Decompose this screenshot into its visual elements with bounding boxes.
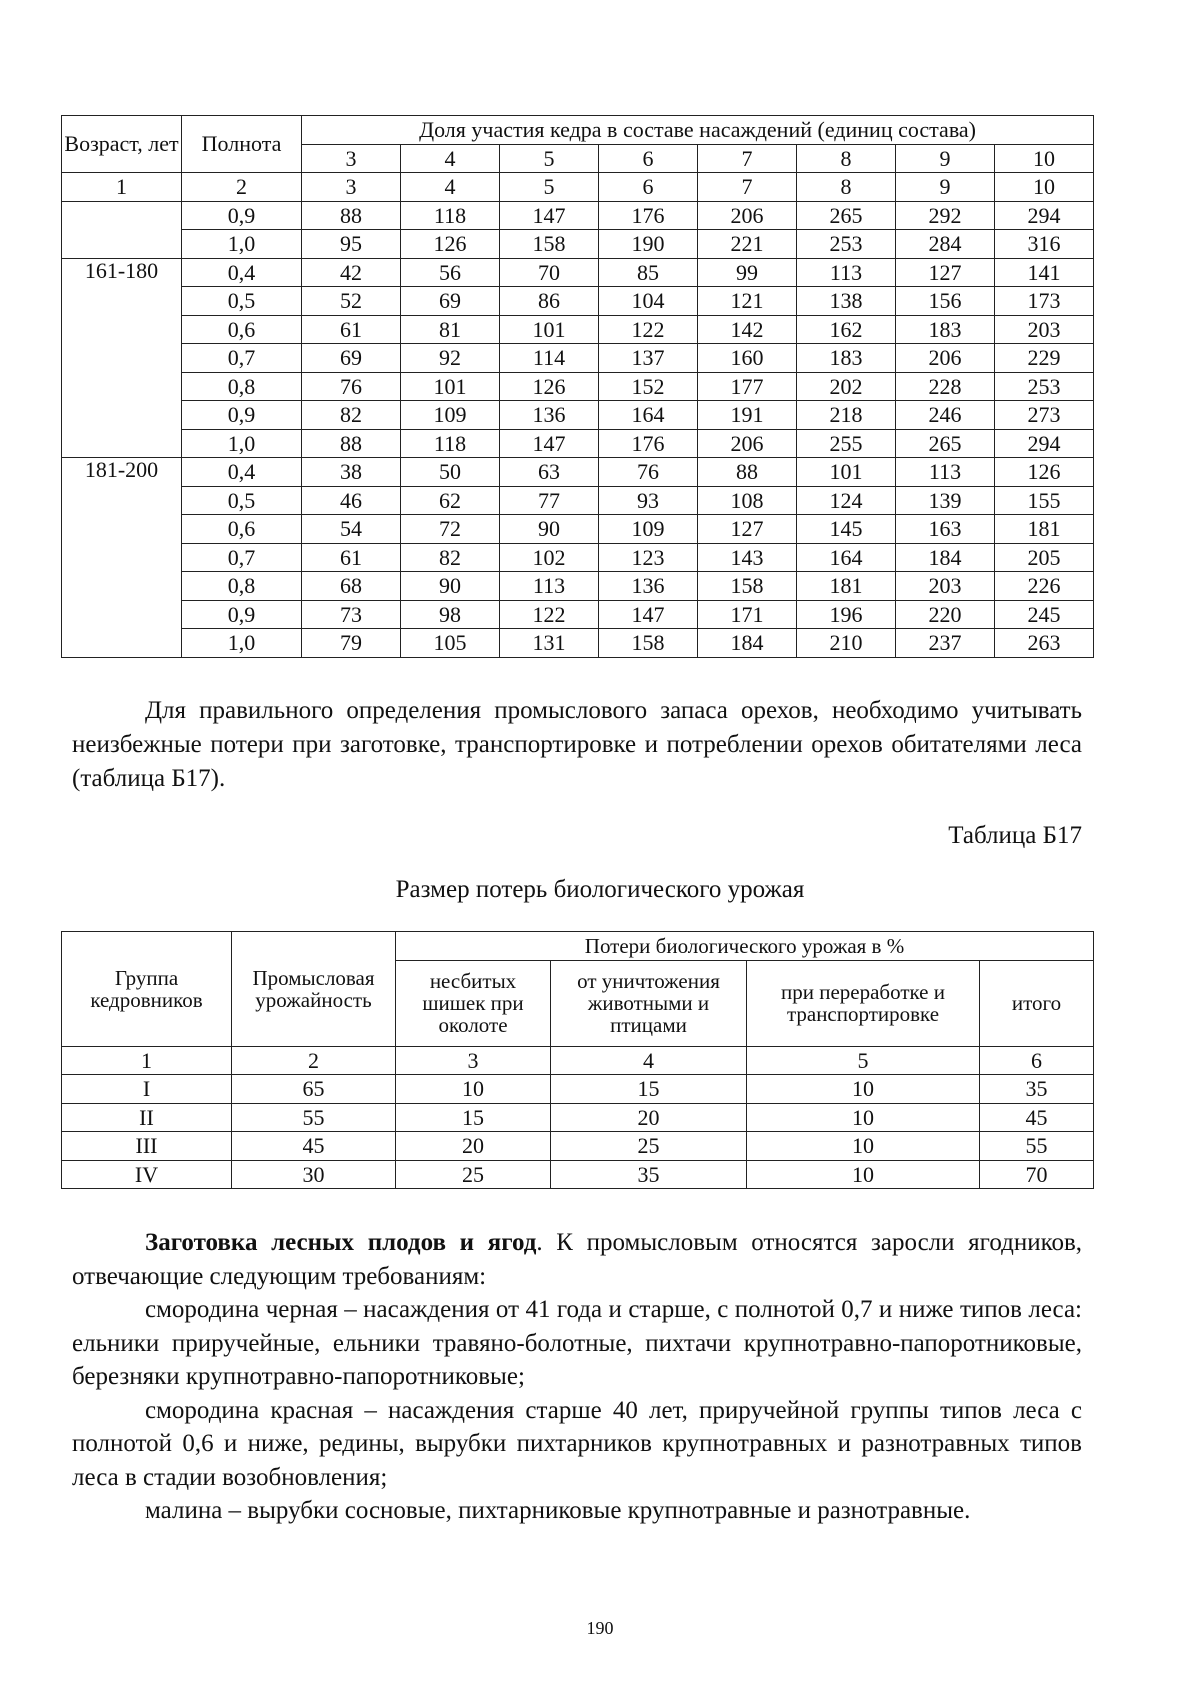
loss-value-cell: II bbox=[62, 1103, 232, 1132]
stock-value-cell: 136 bbox=[500, 401, 599, 430]
loss-value-cell: I bbox=[62, 1075, 232, 1104]
stock-value-cell: 56 bbox=[401, 258, 500, 287]
stock-value-cell: 124 bbox=[797, 486, 896, 515]
loss-column-total: итого bbox=[980, 960, 1094, 1046]
stock-value-cell: 104 bbox=[599, 287, 698, 316]
berries-section bbox=[72, 1226, 1082, 1528]
column-number-cell: 3 bbox=[396, 1046, 551, 1075]
stock-value-cell: 202 bbox=[797, 372, 896, 401]
loss-value-cell: 35 bbox=[980, 1075, 1094, 1104]
density-cell: 0,6 bbox=[182, 315, 302, 344]
share-column-header: 3 bbox=[302, 144, 401, 173]
stock-value-cell: 131 bbox=[500, 629, 599, 658]
stock-value-cell: 273 bbox=[995, 401, 1094, 430]
column-number-cell: 10 bbox=[995, 173, 1094, 202]
loss-value-cell: III bbox=[62, 1132, 232, 1161]
stock-value-cell: 203 bbox=[995, 315, 1094, 344]
table-row bbox=[62, 429, 1094, 458]
density-cell: 0,6 bbox=[182, 515, 302, 544]
stock-value-cell: 228 bbox=[896, 372, 995, 401]
stock-value-cell: 221 bbox=[698, 230, 797, 259]
stock-value-cell: 163 bbox=[896, 515, 995, 544]
share-column-header: 6 bbox=[599, 144, 698, 173]
stock-value-cell: 105 bbox=[401, 629, 500, 658]
table-row bbox=[62, 1132, 1094, 1161]
stock-value-cell: 38 bbox=[302, 458, 401, 487]
table-row bbox=[62, 486, 1094, 515]
stock-table-body bbox=[62, 116, 1094, 658]
loss-value-cell: 15 bbox=[396, 1103, 551, 1132]
density-cell: 0,9 bbox=[182, 201, 302, 230]
stock-value-cell: 147 bbox=[500, 201, 599, 230]
stock-value-cell: 118 bbox=[401, 201, 500, 230]
column-number-cell: 6 bbox=[599, 173, 698, 202]
stock-value-cell: 88 bbox=[302, 429, 401, 458]
stock-value-cell: 98 bbox=[401, 600, 500, 629]
share-column-header: 9 bbox=[896, 144, 995, 173]
column-number-cell: 6 bbox=[980, 1046, 1094, 1075]
stock-value-cell: 126 bbox=[995, 458, 1094, 487]
table-row bbox=[62, 1160, 1094, 1189]
losses-header: Потери биологического урожая в % bbox=[396, 932, 1094, 961]
stock-value-cell: 173 bbox=[995, 287, 1094, 316]
loss-value-cell: 10 bbox=[396, 1075, 551, 1104]
stock-value-cell: 171 bbox=[698, 600, 797, 629]
loss-value-cell: 45 bbox=[232, 1132, 396, 1161]
density-cell: 1,0 bbox=[182, 230, 302, 259]
stock-value-cell: 226 bbox=[995, 572, 1094, 601]
column-number-cell: 4 bbox=[551, 1046, 747, 1075]
stock-value-cell: 122 bbox=[599, 315, 698, 344]
density-cell: 1,0 bbox=[182, 629, 302, 658]
losses-table-body bbox=[62, 932, 1094, 1189]
stock-value-cell: 61 bbox=[302, 315, 401, 344]
stock-value-cell: 155 bbox=[995, 486, 1094, 515]
stock-value-cell: 76 bbox=[302, 372, 401, 401]
loss-value-cell: 10 bbox=[747, 1132, 980, 1161]
stock-value-cell: 176 bbox=[599, 201, 698, 230]
density-cell: 0,4 bbox=[182, 258, 302, 287]
stock-value-cell: 237 bbox=[896, 629, 995, 658]
stock-value-cell: 210 bbox=[797, 629, 896, 658]
stock-value-cell: 82 bbox=[302, 401, 401, 430]
loss-value-cell: 25 bbox=[551, 1132, 747, 1161]
stock-value-cell: 127 bbox=[896, 258, 995, 287]
stock-value-cell: 69 bbox=[302, 344, 401, 373]
stock-value-cell: 184 bbox=[698, 629, 797, 658]
stock-value-cell: 72 bbox=[401, 515, 500, 544]
table-row bbox=[62, 258, 1094, 287]
stock-value-cell: 206 bbox=[698, 201, 797, 230]
table-row bbox=[62, 458, 1094, 487]
share-column-header: 5 bbox=[500, 144, 599, 173]
column-number-cell: 2 bbox=[232, 1046, 396, 1075]
age-group-cell: 161-180 bbox=[62, 258, 182, 458]
stock-value-cell: 138 bbox=[797, 287, 896, 316]
column-number-cell: 1 bbox=[62, 1046, 232, 1075]
stock-value-cell: 99 bbox=[698, 258, 797, 287]
stock-value-cell: 263 bbox=[995, 629, 1094, 658]
stock-value-cell: 82 bbox=[401, 543, 500, 572]
column-number-cell: 4 bbox=[401, 173, 500, 202]
table-row bbox=[62, 600, 1094, 629]
requirement-raspberry: малина – вырубки сосновые, пихтарниковые крупнотравные и разнотравные. bbox=[145, 1497, 971, 1524]
table-row bbox=[62, 201, 1094, 230]
density-cell: 1,0 bbox=[182, 429, 302, 458]
loss-value-cell: 15 bbox=[551, 1075, 747, 1104]
table-title: Размер потерь биологического урожая bbox=[395, 876, 805, 903]
stock-value-cell: 85 bbox=[599, 258, 698, 287]
section-intro: . К промысловым относятся заросли ягодников, отвечающие следующим требованиям: bbox=[72, 1229, 1083, 1290]
stock-value-cell: 77 bbox=[500, 486, 599, 515]
loss-value-cell: 10 bbox=[747, 1160, 980, 1189]
stock-value-cell: 156 bbox=[896, 287, 995, 316]
stock-value-cell: 46 bbox=[302, 486, 401, 515]
stock-value-cell: 88 bbox=[302, 201, 401, 230]
stock-value-cell: 54 bbox=[302, 515, 401, 544]
loss-value-cell: 55 bbox=[980, 1132, 1094, 1161]
table-row bbox=[62, 629, 1094, 658]
column-number-cell: 7 bbox=[698, 173, 797, 202]
page-number: 190 bbox=[586, 1618, 614, 1638]
table-row bbox=[62, 401, 1094, 430]
loss-column-uncollected: несбитых шишек при околоте bbox=[396, 960, 551, 1046]
age-column-header: Возраст, лет bbox=[62, 116, 182, 173]
density-cell: 0,5 bbox=[182, 486, 302, 515]
stock-value-cell: 158 bbox=[500, 230, 599, 259]
density-column-header: Полнота bbox=[182, 116, 302, 173]
density-cell: 0,7 bbox=[182, 344, 302, 373]
age-group-cell: 181-200 bbox=[62, 458, 182, 658]
stock-value-cell: 191 bbox=[698, 401, 797, 430]
loss-value-cell: 20 bbox=[551, 1103, 747, 1132]
table-row bbox=[62, 287, 1094, 316]
share-column-header: 4 bbox=[401, 144, 500, 173]
loss-value-cell: 25 bbox=[396, 1160, 551, 1189]
stock-value-cell: 86 bbox=[500, 287, 599, 316]
losses-table-header-row bbox=[62, 932, 1094, 961]
section-heading: Заготовка лесных плодов и ягод bbox=[145, 1229, 537, 1256]
density-cell: 0,5 bbox=[182, 287, 302, 316]
stock-value-cell: 143 bbox=[698, 543, 797, 572]
cedar-share-header: Доля участия кедра в составе насаждений (единиц состава) bbox=[302, 116, 1094, 145]
stock-value-cell: 61 bbox=[302, 543, 401, 572]
stock-value-cell: 145 bbox=[797, 515, 896, 544]
table-row bbox=[62, 515, 1094, 544]
stock-value-cell: 183 bbox=[896, 315, 995, 344]
stock-value-cell: 101 bbox=[797, 458, 896, 487]
stock-value-cell: 109 bbox=[401, 401, 500, 430]
stock-value-cell: 113 bbox=[797, 258, 896, 287]
losses-intro-paragraph: Для правильного определения промыслового запаса орехов, необходимо учитывать неизбежные потери при заготовке, транспортировке и потреблении орехов обитателями леса (таблица Б17). bbox=[72, 697, 1082, 792]
stock-value-cell: 81 bbox=[401, 315, 500, 344]
stock-value-cell: 253 bbox=[995, 372, 1094, 401]
table-row bbox=[62, 572, 1094, 601]
stock-value-cell: 142 bbox=[698, 315, 797, 344]
stock-value-cell: 69 bbox=[401, 287, 500, 316]
stock-value-cell: 70 bbox=[500, 258, 599, 287]
stock-value-cell: 141 bbox=[995, 258, 1094, 287]
stock-table-header-row bbox=[62, 116, 1094, 145]
loss-value-cell: 70 bbox=[980, 1160, 1094, 1189]
stock-value-cell: 253 bbox=[797, 230, 896, 259]
stock-value-cell: 181 bbox=[797, 572, 896, 601]
berries-intro bbox=[72, 1226, 1082, 1293]
share-column-header: 10 bbox=[995, 144, 1094, 173]
stock-value-cell: 196 bbox=[797, 600, 896, 629]
table-row bbox=[62, 230, 1094, 259]
loss-value-cell: 30 bbox=[232, 1160, 396, 1189]
stock-value-cell: 126 bbox=[401, 230, 500, 259]
stock-value-cell: 123 bbox=[599, 543, 698, 572]
stock-value-cell: 90 bbox=[401, 572, 500, 601]
stock-table bbox=[61, 115, 1094, 658]
stock-value-cell: 127 bbox=[698, 515, 797, 544]
loss-value-cell: 10 bbox=[747, 1103, 980, 1132]
stock-value-cell: 229 bbox=[995, 344, 1094, 373]
stock-value-cell: 147 bbox=[500, 429, 599, 458]
stock-value-cell: 294 bbox=[995, 429, 1094, 458]
stock-value-cell: 62 bbox=[401, 486, 500, 515]
column-number-cell: 5 bbox=[747, 1046, 980, 1075]
column-number-cell: 9 bbox=[896, 173, 995, 202]
stock-value-cell: 147 bbox=[599, 600, 698, 629]
stock-value-cell: 246 bbox=[896, 401, 995, 430]
stock-value-cell: 160 bbox=[698, 344, 797, 373]
stock-value-cell: 42 bbox=[302, 258, 401, 287]
density-cell: 0,9 bbox=[182, 600, 302, 629]
stock-value-cell: 73 bbox=[302, 600, 401, 629]
stock-value-cell: 137 bbox=[599, 344, 698, 373]
column-number-cell: 8 bbox=[797, 173, 896, 202]
loss-column-animals: от уничтожения животными и птицами bbox=[551, 960, 747, 1046]
stock-value-cell: 76 bbox=[599, 458, 698, 487]
stock-value-cell: 206 bbox=[896, 344, 995, 373]
stock-value-cell: 158 bbox=[599, 629, 698, 658]
table-row bbox=[62, 1103, 1094, 1132]
stock-value-cell: 114 bbox=[500, 344, 599, 373]
stock-value-cell: 162 bbox=[797, 315, 896, 344]
density-cell: 0,7 bbox=[182, 543, 302, 572]
column-number-cell: 2 bbox=[182, 173, 302, 202]
stock-value-cell: 220 bbox=[896, 600, 995, 629]
stock-value-cell: 113 bbox=[896, 458, 995, 487]
stock-value-cell: 108 bbox=[698, 486, 797, 515]
stock-value-cell: 88 bbox=[698, 458, 797, 487]
column-number-cell: 3 bbox=[302, 173, 401, 202]
stock-value-cell: 109 bbox=[599, 515, 698, 544]
age-group-cell bbox=[62, 201, 182, 258]
stock-value-cell: 265 bbox=[896, 429, 995, 458]
loss-column-processing: при переработке и транспортировке bbox=[747, 960, 980, 1046]
stock-value-cell: 101 bbox=[500, 315, 599, 344]
stock-value-cell: 177 bbox=[698, 372, 797, 401]
stock-value-cell: 245 bbox=[995, 600, 1094, 629]
stock-value-cell: 139 bbox=[896, 486, 995, 515]
stock-value-cell: 183 bbox=[797, 344, 896, 373]
stock-value-cell: 206 bbox=[698, 429, 797, 458]
requirement-red-currant: смородина красная – насаждения старше 40 лет, приручейной группы типов леса с полнотой 0,6 и ниже, редины, вырубки пихтарников крупнотравных и разнотравных типов леса в стадии возобновления; bbox=[72, 1396, 1082, 1491]
table-row bbox=[62, 315, 1094, 344]
column-number-cell: 1 bbox=[62, 173, 182, 202]
stock-value-cell: 184 bbox=[896, 543, 995, 572]
stock-value-cell: 181 bbox=[995, 515, 1094, 544]
stock-value-cell: 203 bbox=[896, 572, 995, 601]
stock-value-cell: 79 bbox=[302, 629, 401, 658]
table-row bbox=[62, 372, 1094, 401]
stock-value-cell: 164 bbox=[599, 401, 698, 430]
stock-value-cell: 95 bbox=[302, 230, 401, 259]
loss-value-cell: 45 bbox=[980, 1103, 1094, 1132]
stock-value-cell: 265 bbox=[797, 201, 896, 230]
stock-value-cell: 92 bbox=[401, 344, 500, 373]
stock-value-cell: 121 bbox=[698, 287, 797, 316]
stock-value-cell: 255 bbox=[797, 429, 896, 458]
stock-value-cell: 90 bbox=[500, 515, 599, 544]
stock-value-cell: 190 bbox=[599, 230, 698, 259]
stock-value-cell: 176 bbox=[599, 429, 698, 458]
column-number-row bbox=[62, 1046, 1094, 1075]
loss-value-cell: 10 bbox=[747, 1075, 980, 1104]
loss-value-cell: 35 bbox=[551, 1160, 747, 1189]
density-cell: 0,8 bbox=[182, 372, 302, 401]
stock-value-cell: 101 bbox=[401, 372, 500, 401]
stock-value-cell: 218 bbox=[797, 401, 896, 430]
stock-value-cell: 63 bbox=[500, 458, 599, 487]
density-cell: 0,4 bbox=[182, 458, 302, 487]
loss-value-cell: 20 bbox=[396, 1132, 551, 1161]
stock-value-cell: 52 bbox=[302, 287, 401, 316]
stock-value-cell: 316 bbox=[995, 230, 1094, 259]
share-column-header: 7 bbox=[698, 144, 797, 173]
stock-value-cell: 294 bbox=[995, 201, 1094, 230]
stock-value-cell: 152 bbox=[599, 372, 698, 401]
stock-value-cell: 122 bbox=[500, 600, 599, 629]
stock-value-cell: 93 bbox=[599, 486, 698, 515]
table-row bbox=[62, 1075, 1094, 1104]
stock-value-cell: 50 bbox=[401, 458, 500, 487]
stock-value-cell: 118 bbox=[401, 429, 500, 458]
yield-column-header: Промысловая урожайность bbox=[232, 932, 396, 1047]
table-number: Таблица Б17 bbox=[948, 822, 1082, 849]
stock-value-cell: 126 bbox=[500, 372, 599, 401]
stock-value-cell: 205 bbox=[995, 543, 1094, 572]
stock-value-cell: 113 bbox=[500, 572, 599, 601]
loss-value-cell: 55 bbox=[232, 1103, 396, 1132]
stock-value-cell: 158 bbox=[698, 572, 797, 601]
loss-value-cell: 65 bbox=[232, 1075, 396, 1104]
group-column-header: Группа кедровников bbox=[62, 932, 232, 1047]
stock-value-cell: 284 bbox=[896, 230, 995, 259]
requirement-black-currant: смородина черная – насаждения от 41 года и старше, с полнотой 0,7 и ниже типов леса: ельники приручейные, ельники травяно-болотные, пихтачи крупнотравно-папоротниковые, березняки крупнотравно-папоротниковые; bbox=[72, 1296, 1082, 1390]
column-number-cell: 5 bbox=[500, 173, 599, 202]
density-cell: 0,8 bbox=[182, 572, 302, 601]
share-column-header: 8 bbox=[797, 144, 896, 173]
stock-value-cell: 292 bbox=[896, 201, 995, 230]
density-cell: 0,9 bbox=[182, 401, 302, 430]
column-number-row bbox=[62, 173, 1094, 202]
table-row bbox=[62, 344, 1094, 373]
stock-value-cell: 68 bbox=[302, 572, 401, 601]
stock-value-cell: 164 bbox=[797, 543, 896, 572]
losses-table bbox=[61, 931, 1094, 1189]
table-row bbox=[62, 543, 1094, 572]
stock-value-cell: 136 bbox=[599, 572, 698, 601]
stock-value-cell: 102 bbox=[500, 543, 599, 572]
loss-value-cell: IV bbox=[62, 1160, 232, 1189]
